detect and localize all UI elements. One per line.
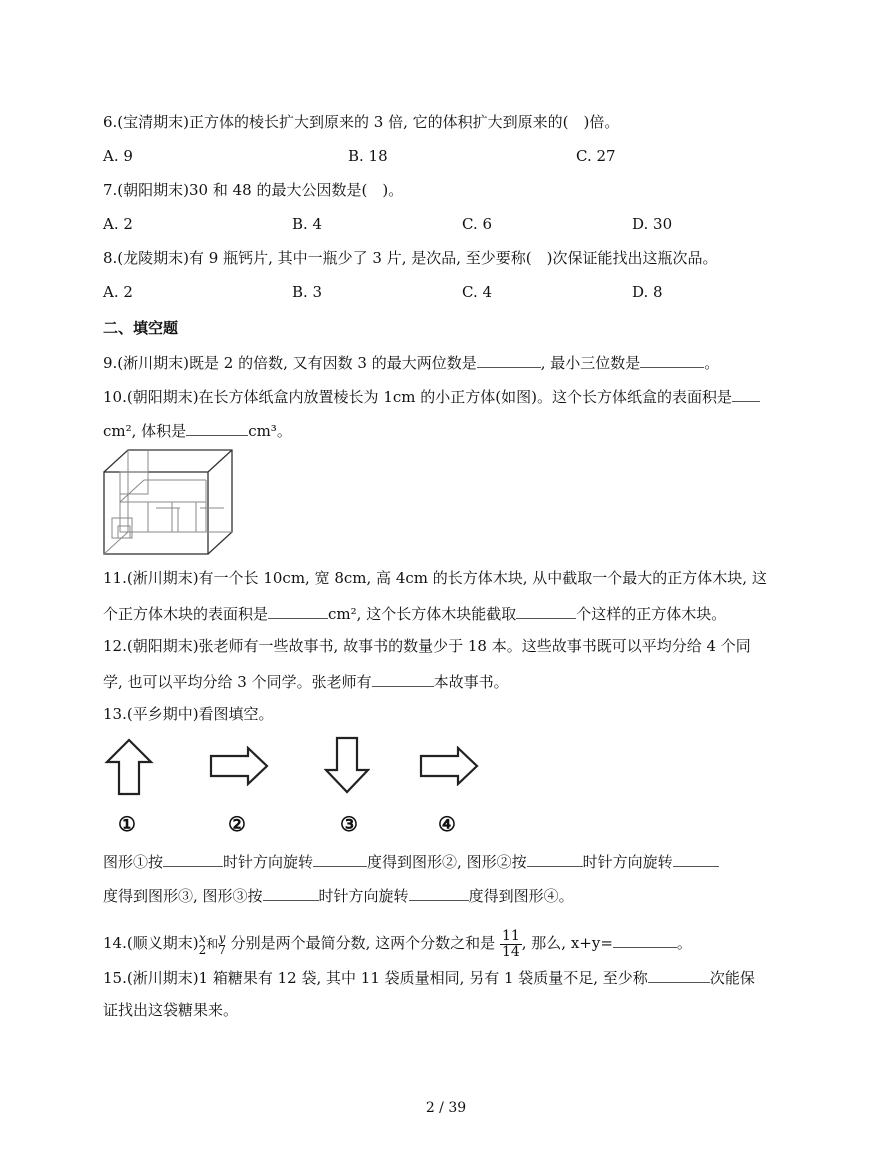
question-14: 14.(顺义期末) x 2 和 y 7 分别是两个最简分数, 这两个分数之和是 $\frac{11}{14}$ , 那么, x+y= 。	[103, 927, 692, 960]
question-10-line1: 10.(朝阳期末)在长方体纸盒内放置棱长为 1cm 的小正方体(如图)。这个长方体纸盒的表面积是	[103, 385, 760, 407]
answer-blank[interactable]	[409, 884, 469, 901]
section-heading: 二、填空题	[103, 319, 179, 337]
answer-blank[interactable]	[163, 850, 223, 867]
arrow-right-figure	[418, 746, 480, 786]
figure-label-3: ③	[340, 812, 358, 836]
question-9: 9.(淅川期末)既是 2 的倍数, 又有因数 3 的最大两位数是 , 最小三位数是 。	[103, 351, 719, 373]
answer-blank[interactable]	[516, 602, 576, 619]
answer-blank[interactable]	[613, 931, 677, 948]
page-number: 2 / 39	[425, 1100, 467, 1116]
fraction-y-over-7: y 7	[218, 931, 226, 957]
q8-option-a: A. 2	[103, 283, 133, 301]
fraction-x-over-2: x 2	[198, 931, 207, 957]
q8-option-b: B. 3	[292, 283, 323, 301]
answer-blank[interactable]	[640, 351, 704, 368]
q7-option-d: D. 30	[632, 215, 673, 233]
q6-option-a: A. 9	[103, 147, 133, 165]
question-12-line1: 12.(朝阳期末)张老师有一些故事书, 故事书的数量少于 18 本。这些故事书既可以平均分给 4 个同	[103, 637, 751, 655]
q7-option-a: A. 2	[103, 215, 133, 233]
fraction-11-over-14: $\frac{11}{14}$	[501, 927, 520, 960]
arrow-up-figure	[104, 738, 154, 796]
question-15-line1: 15.(淅川期末)1 箱糖果有 12 袋, 其中 11 袋质量相同, 另有 1 袋质量不足, 至少称 次能保	[103, 966, 755, 988]
answer-blank[interactable]	[372, 670, 434, 687]
box-figure	[100, 446, 236, 558]
answer-blank[interactable]	[673, 850, 719, 867]
arrow-right-figure	[208, 746, 270, 786]
question-11-line1: 11.(淅川期末)有一个长 10cm, 宽 8cm, 高 4cm 的长方体木块, 从中截取一个最大的正方体木块, 这	[103, 569, 767, 587]
q7-option-b: B. 4	[292, 215, 323, 233]
q7-option-c: C. 6	[462, 215, 493, 233]
answer-blank[interactable]	[186, 419, 248, 436]
figure-label-1: ①	[118, 812, 136, 836]
question-10-line2: cm², 体积是 cm³。	[103, 419, 292, 441]
arrow-down-figure	[324, 736, 370, 794]
q6-option-b: B. 18	[348, 147, 388, 165]
answer-blank[interactable]	[268, 602, 328, 619]
question-8: 8.(龙陵期末)有 9 瓶钙片, 其中一瓶少了 3 片, 是次品, 至少要称( )次保证能找出这瓶次品。	[103, 249, 718, 267]
figure-label-4: ④	[438, 812, 456, 836]
answer-blank[interactable]	[477, 351, 541, 368]
question-6: 6.(宝清期末)正方体的棱长扩大到原来的 3 倍, 它的体积扩大到原来的( )倍。	[103, 113, 620, 131]
figure-label-2: ②	[228, 812, 246, 836]
question-13-title: 13.(平乡期中)看图填空。	[103, 705, 274, 723]
question-15-line2: 证找出这袋糖果来。	[103, 1001, 239, 1019]
answer-blank[interactable]	[648, 966, 710, 983]
answer-blank[interactable]	[732, 385, 760, 402]
question-11-line2: 个正方体木块的表面积是 cm², 这个长方体木块能截取 个这样的正方体木块。	[103, 602, 726, 624]
question-12-line2: 学, 也可以平均分给 3 个同学。张老师有 本故事书。	[103, 670, 509, 692]
question-13-line1: 图形①按 时针方向旋转 度得到图形②, 图形②按 时针方向旋转	[103, 850, 719, 872]
answer-blank[interactable]	[313, 850, 367, 867]
q8-option-c: C. 4	[462, 283, 493, 301]
question-7: 7.(朝阳期末)30 和 48 的最大公因数是( )。	[103, 181, 404, 199]
answer-blank[interactable]	[527, 850, 583, 867]
q8-option-d: D. 8	[632, 283, 663, 301]
question-13-line2: 度得到图形③, 图形③按 时针方向旋转 度得到图形④。	[103, 884, 574, 906]
answer-blank[interactable]	[263, 884, 319, 901]
q6-option-c: C. 27	[576, 147, 616, 165]
